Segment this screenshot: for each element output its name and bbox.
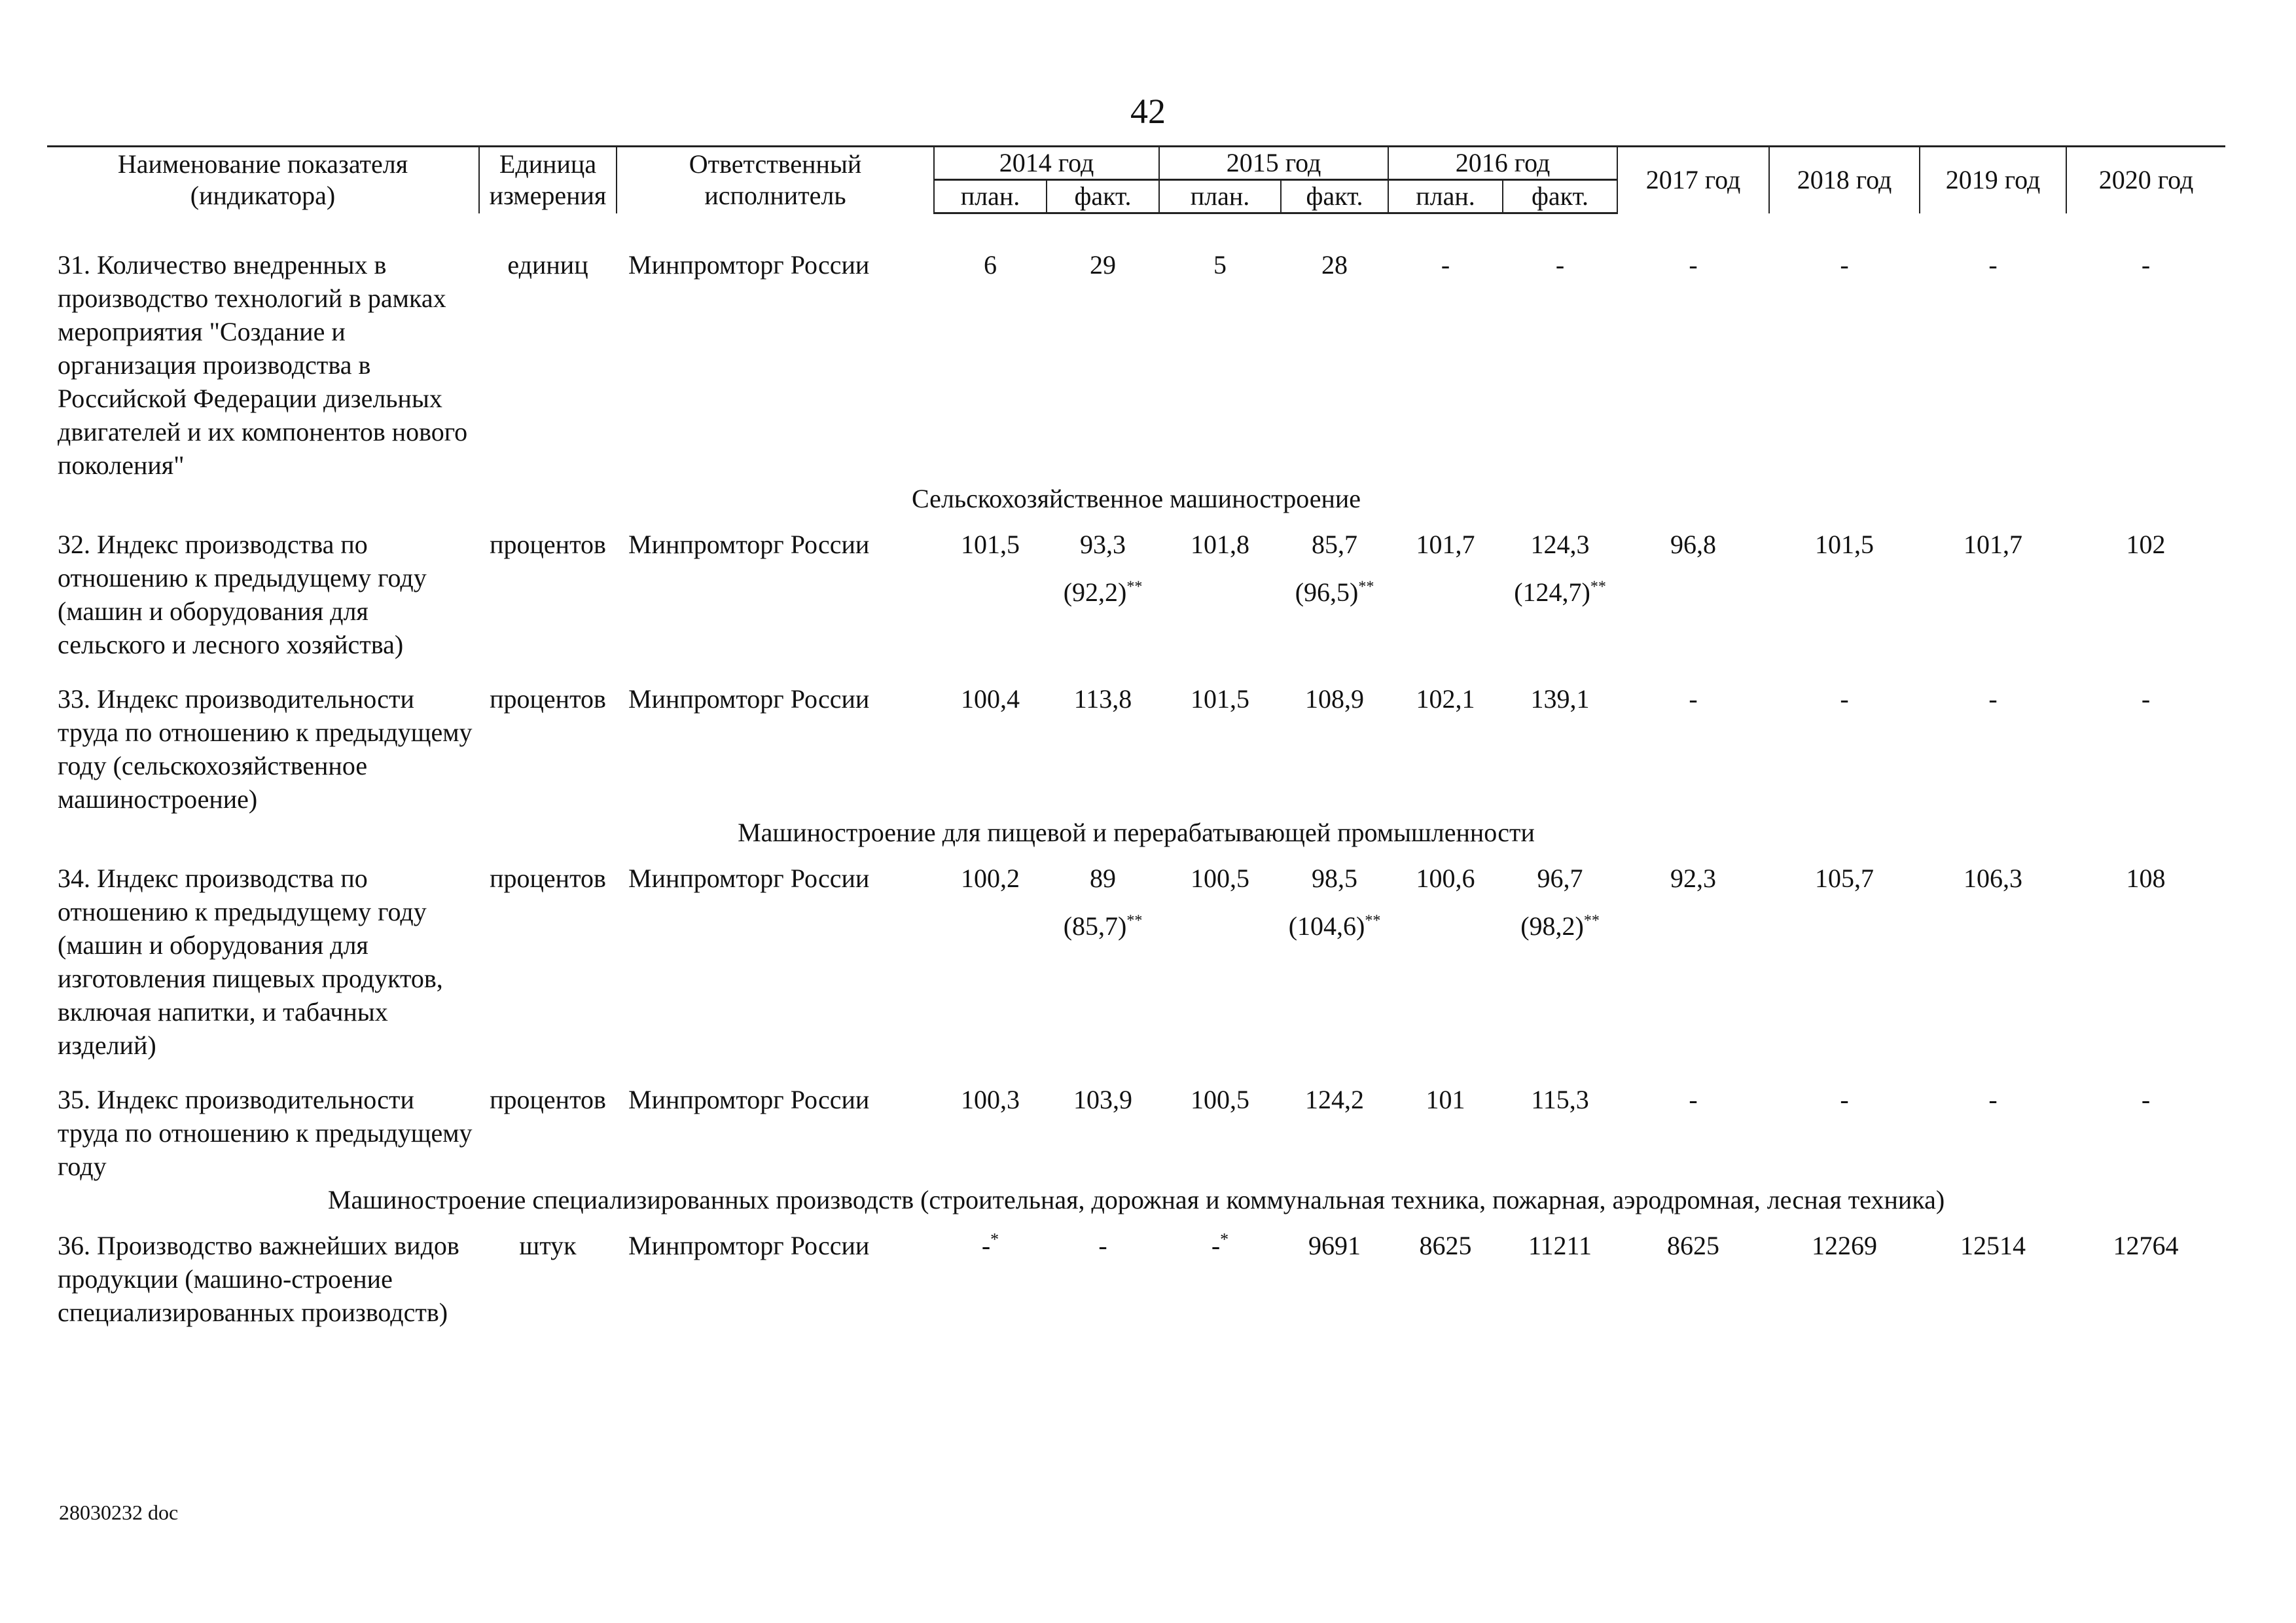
document-code: 28030232 doc bbox=[59, 1501, 179, 1524]
value-text: 124,3 bbox=[1530, 530, 1590, 559]
table-row bbox=[47, 248, 2225, 482]
indicator-unit: единиц bbox=[507, 250, 588, 280]
value-cell: 101,5 bbox=[1815, 530, 1874, 559]
indicator-responsible: Минпромторг России bbox=[628, 1231, 870, 1260]
indicator-unit: штук bbox=[519, 1231, 577, 1260]
header-year-2016: 2016 год bbox=[1388, 147, 1617, 180]
value-cell: 100,3 bbox=[961, 1085, 1020, 1114]
section-heading-row bbox=[47, 1183, 2225, 1229]
value-cell: 115,3 bbox=[1531, 1085, 1589, 1114]
value-cell: 8625 bbox=[1419, 1231, 1472, 1260]
indicator-responsible: Минпромторг России bbox=[628, 684, 870, 714]
value-text: 93,3 bbox=[1080, 530, 1126, 559]
table-row bbox=[47, 862, 2225, 1062]
value-cell bbox=[1281, 528, 1388, 661]
header-responsible: Ответственный исполнитель bbox=[617, 147, 934, 213]
header-unit: Единица измерения bbox=[479, 147, 617, 213]
value-cell: 101,7 bbox=[1416, 530, 1475, 559]
value-cell: 102,1 bbox=[1416, 684, 1475, 714]
indicator-name: 33. Индекс производительности труда по отношению к предыдущему году (сельскохозяйственное машиностроение) bbox=[58, 684, 473, 814]
indicator-unit: процентов bbox=[490, 684, 606, 714]
value-cell: 96,8 bbox=[1670, 530, 1717, 559]
header-year-2020: 2020 год bbox=[2066, 147, 2225, 213]
indicator-name: 32. Индекс производства по отношению к предыдущему году (машин и оборудования для сельского и лесного хозяйства) bbox=[58, 530, 427, 659]
value-cell: - bbox=[1098, 1231, 1107, 1260]
value-cell: - bbox=[2141, 1085, 2151, 1114]
note-text: (124,7) bbox=[1514, 577, 1590, 607]
value-cell: - bbox=[2141, 684, 2151, 714]
value-cell: 100,5 bbox=[1191, 1085, 1250, 1114]
value-cell: 100,2 bbox=[961, 864, 1020, 893]
value-note bbox=[1050, 909, 1155, 943]
header-2014-plan: план. bbox=[934, 180, 1047, 213]
section-heading-row bbox=[47, 482, 2225, 528]
table-row bbox=[47, 1229, 2225, 1329]
note-mark: ** bbox=[1590, 578, 1606, 596]
indicator-responsible: Минпромторг России bbox=[628, 250, 870, 280]
value-cell: 139,1 bbox=[1530, 684, 1590, 714]
note-mark: ** bbox=[1126, 912, 1143, 930]
value-cell: 103,9 bbox=[1073, 1085, 1132, 1114]
value-cell: 102 bbox=[2126, 530, 2166, 559]
value-cell: 100,6 bbox=[1416, 864, 1475, 893]
header-name: Наименование показателя (индикатора) bbox=[47, 147, 479, 213]
value-cell: - bbox=[1689, 1085, 1698, 1114]
section-heading: Машиностроение для пищевой и перерабатывающей промышленности bbox=[738, 818, 1535, 847]
value-cell: - bbox=[1840, 684, 1849, 714]
indicator-name: 35. Индекс производительности труда по отношению к предыдущему году bbox=[58, 1085, 473, 1181]
note-mark: ** bbox=[1126, 578, 1143, 596]
value-cell: 12514 bbox=[1960, 1231, 2026, 1260]
value-note bbox=[1507, 575, 1613, 609]
value-cell: - bbox=[1689, 250, 1698, 280]
header-2016-fact: факт. bbox=[1503, 180, 1617, 213]
value-cell: - bbox=[2141, 250, 2151, 280]
value-cell: 101 bbox=[1426, 1085, 1465, 1114]
value-cell: - bbox=[1555, 250, 1565, 280]
note-text: (98,2) bbox=[1520, 911, 1584, 941]
value-cell bbox=[1047, 528, 1159, 661]
value-cell bbox=[1047, 862, 1159, 1062]
value-text: - bbox=[981, 1231, 991, 1260]
value-cell: 8625 bbox=[1667, 1231, 1720, 1260]
indicator-responsible: Минпромторг России bbox=[628, 864, 870, 893]
value-cell: - bbox=[1988, 1085, 1998, 1114]
header-2015-fact: факт. bbox=[1281, 180, 1388, 213]
value-cell: 28 bbox=[1321, 250, 1348, 280]
value-cell bbox=[1503, 528, 1617, 661]
indicator-responsible: Минпромторг России bbox=[628, 530, 870, 559]
value-cell: 124,2 bbox=[1305, 1085, 1365, 1114]
value-cell bbox=[934, 1229, 1047, 1329]
header-year-2017: 2017 год bbox=[1617, 147, 1769, 213]
value-cell: - bbox=[1840, 250, 1849, 280]
value-note bbox=[1507, 909, 1613, 943]
section-heading: Сельскохозяйственное машиностроение bbox=[912, 484, 1361, 513]
indicator-unit: процентов bbox=[490, 1085, 606, 1114]
indicator-name: 34. Индекс производства по отношению к предыдущему году (машин и оборудования для изготовления пищевых продуктов, включая напитки, и табачных изделий) bbox=[58, 864, 443, 1060]
table-row bbox=[47, 682, 2225, 816]
value-text: 98,5 bbox=[1312, 864, 1358, 893]
value-cell: - bbox=[1441, 250, 1450, 280]
table-row bbox=[47, 528, 2225, 661]
indicator-name: 31. Количество внедренных в производство технологий в рамках мероприятия "Создание и организация производства в Российской Федерации дизельных двигателей и их компонентов нового поколения" bbox=[58, 250, 468, 480]
value-cell: 92,3 bbox=[1670, 864, 1717, 893]
value-cell: 12764 bbox=[2113, 1231, 2179, 1260]
indicator-unit: процентов bbox=[490, 864, 606, 893]
page-number: 42 bbox=[1130, 92, 1166, 131]
indicator-responsible: Минпромторг России bbox=[628, 1085, 870, 1114]
value-cell: 108 bbox=[2126, 864, 2166, 893]
value-cell: 113,8 bbox=[1073, 684, 1132, 714]
section-heading: Машиностроение специализированных производств (строительная, дорожная и коммунальная техника, пожарная, аэродромная, лесная техника) bbox=[327, 1185, 1945, 1214]
table-row bbox=[47, 1083, 2225, 1183]
value-cell: 108,9 bbox=[1305, 684, 1365, 714]
value-text: 85,7 bbox=[1312, 530, 1358, 559]
value-cell: 11211 bbox=[1528, 1231, 1592, 1260]
note-text: (85,7) bbox=[1063, 911, 1127, 941]
value-cell: - bbox=[1840, 1085, 1849, 1114]
header-2016-plan: план. bbox=[1388, 180, 1503, 213]
indicators-table bbox=[47, 145, 2225, 1329]
value-cell: 100,4 bbox=[961, 684, 1020, 714]
value-cell: - bbox=[1988, 684, 1998, 714]
header-year-2015: 2015 год bbox=[1159, 147, 1388, 180]
value-cell bbox=[1503, 862, 1617, 1062]
note-mark: ** bbox=[1365, 912, 1381, 930]
header-year-2018: 2018 год bbox=[1769, 147, 1920, 213]
indicator-name: 36. Производство важнейших видов продукции (машино-строение специализированных производств) bbox=[58, 1231, 459, 1327]
value-cell: 12269 bbox=[1812, 1231, 1878, 1260]
value-mark: * bbox=[990, 1230, 999, 1249]
note-mark: ** bbox=[1358, 578, 1374, 596]
value-note bbox=[1285, 909, 1384, 943]
value-cell bbox=[1159, 1229, 1281, 1329]
table-header bbox=[47, 147, 2225, 213]
value-cell: 101,5 bbox=[1191, 684, 1250, 714]
table-body bbox=[47, 213, 2225, 1330]
value-note bbox=[1050, 575, 1155, 609]
value-cell: 5 bbox=[1213, 250, 1227, 280]
section-heading-row bbox=[47, 816, 2225, 862]
value-text: 96,7 bbox=[1537, 864, 1583, 893]
value-text: 89 bbox=[1090, 864, 1116, 893]
header-year-2014: 2014 год bbox=[934, 147, 1159, 180]
value-note bbox=[1285, 575, 1384, 609]
value-cell: 106,3 bbox=[1964, 864, 2023, 893]
value-cell: 29 bbox=[1090, 250, 1116, 280]
header-2014-fact: факт. bbox=[1047, 180, 1159, 213]
value-cell: 101,8 bbox=[1191, 530, 1250, 559]
note-mark: ** bbox=[1583, 912, 1600, 930]
value-cell: - bbox=[1988, 250, 1998, 280]
indicator-unit: процентов bbox=[490, 530, 606, 559]
note-text: (104,6) bbox=[1288, 911, 1365, 941]
value-cell bbox=[1281, 862, 1388, 1062]
header-year-2019: 2019 год bbox=[1920, 147, 2066, 213]
value-cell: 101,7 bbox=[1964, 530, 2023, 559]
value-mark: * bbox=[1220, 1230, 1229, 1249]
value-cell: 9691 bbox=[1308, 1231, 1361, 1260]
note-text: (96,5) bbox=[1295, 577, 1359, 607]
value-cell: 100,5 bbox=[1191, 864, 1250, 893]
header-2015-plan: план. bbox=[1159, 180, 1281, 213]
value-cell: 105,7 bbox=[1815, 864, 1874, 893]
value-cell: 101,5 bbox=[961, 530, 1020, 559]
value-cell: 6 bbox=[984, 250, 997, 280]
value-cell: - bbox=[1689, 684, 1698, 714]
note-text: (92,2) bbox=[1063, 577, 1127, 607]
value-text: - bbox=[1211, 1231, 1221, 1260]
